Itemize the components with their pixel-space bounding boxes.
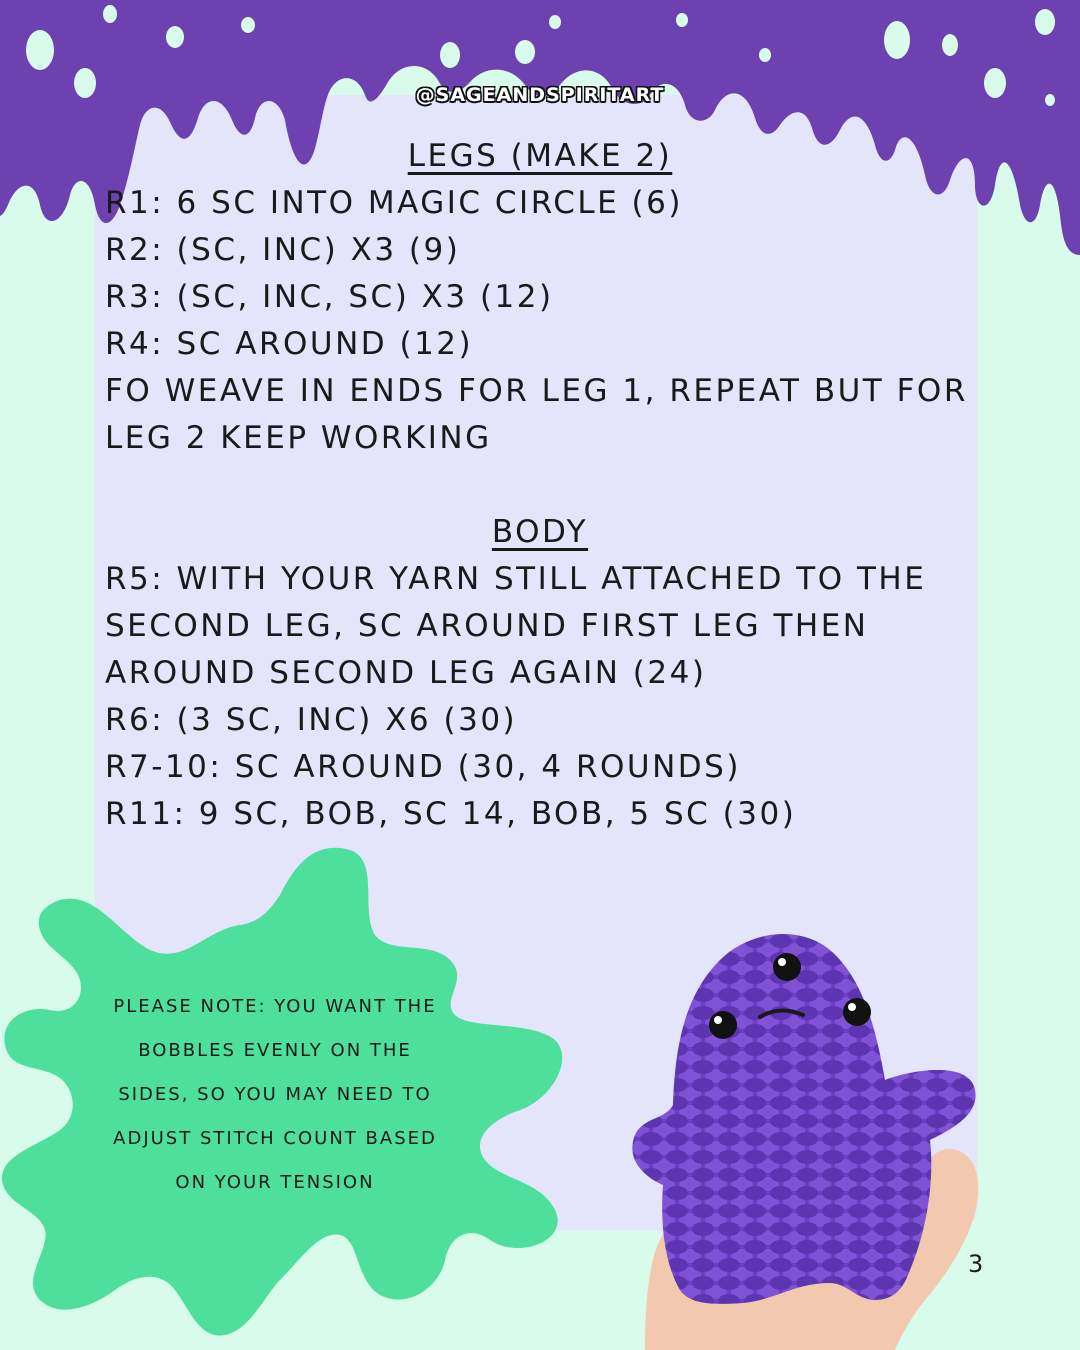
body-row: R11: 9 SC, BOB, SC 14, BOB, 5 SC (30) [105, 796, 797, 832]
note-line: PLEASE NOTE: YOU WANT THE [113, 996, 437, 1017]
pattern-text [105, 133, 975, 838]
body-row: R6: (3 SC, INC) X6 (30) [105, 702, 518, 738]
note-text [100, 985, 450, 1205]
creator-handle: @SAGEANDSPIRITART [415, 84, 665, 106]
section-gap [105, 462, 975, 509]
page-number: 3 [968, 1250, 984, 1278]
purple-plush-monster-photo [625, 905, 985, 1350]
body-heading: BODY [491, 514, 589, 550]
legs-row: LEG 2 KEEP WORKING [105, 420, 492, 456]
note-line: SIDES, SO YOU MAY NEED TO [118, 1084, 432, 1105]
body-row: SECOND LEG, SC AROUND FIRST LEG THEN [105, 608, 869, 644]
body-row: AROUND SECOND LEG AGAIN (24) [105, 655, 707, 691]
eye-right [843, 998, 871, 1026]
legs-row: R4: SC AROUND (12) [105, 326, 474, 362]
eye-left [709, 1011, 737, 1039]
body-row: R7-10: SC AROUND (30, 4 ROUNDS) [105, 749, 741, 785]
note-line: ON YOUR TENSION [175, 1172, 375, 1193]
note-line: BOBBLES EVENLY ON THE [138, 1040, 412, 1061]
legs-heading: LEGS (MAKE 2) [407, 138, 673, 174]
eye-top [773, 953, 801, 981]
legs-row: R2: (SC, INC) X3 (9) [105, 232, 461, 268]
legs-row: FO WEAVE IN ENDS FOR LEG 1, REPEAT BUT FOR [105, 373, 968, 409]
note-line: ADJUST STITCH COUNT BASED [113, 1128, 437, 1149]
legs-row: R1: 6 SC INTO MAGIC CIRCLE (6) [105, 185, 683, 221]
legs-row: R3: (SC, INC, SC) X3 (12) [105, 279, 554, 315]
body-row: R5: WITH YOUR YARN STILL ATTACHED TO THE [105, 561, 927, 597]
